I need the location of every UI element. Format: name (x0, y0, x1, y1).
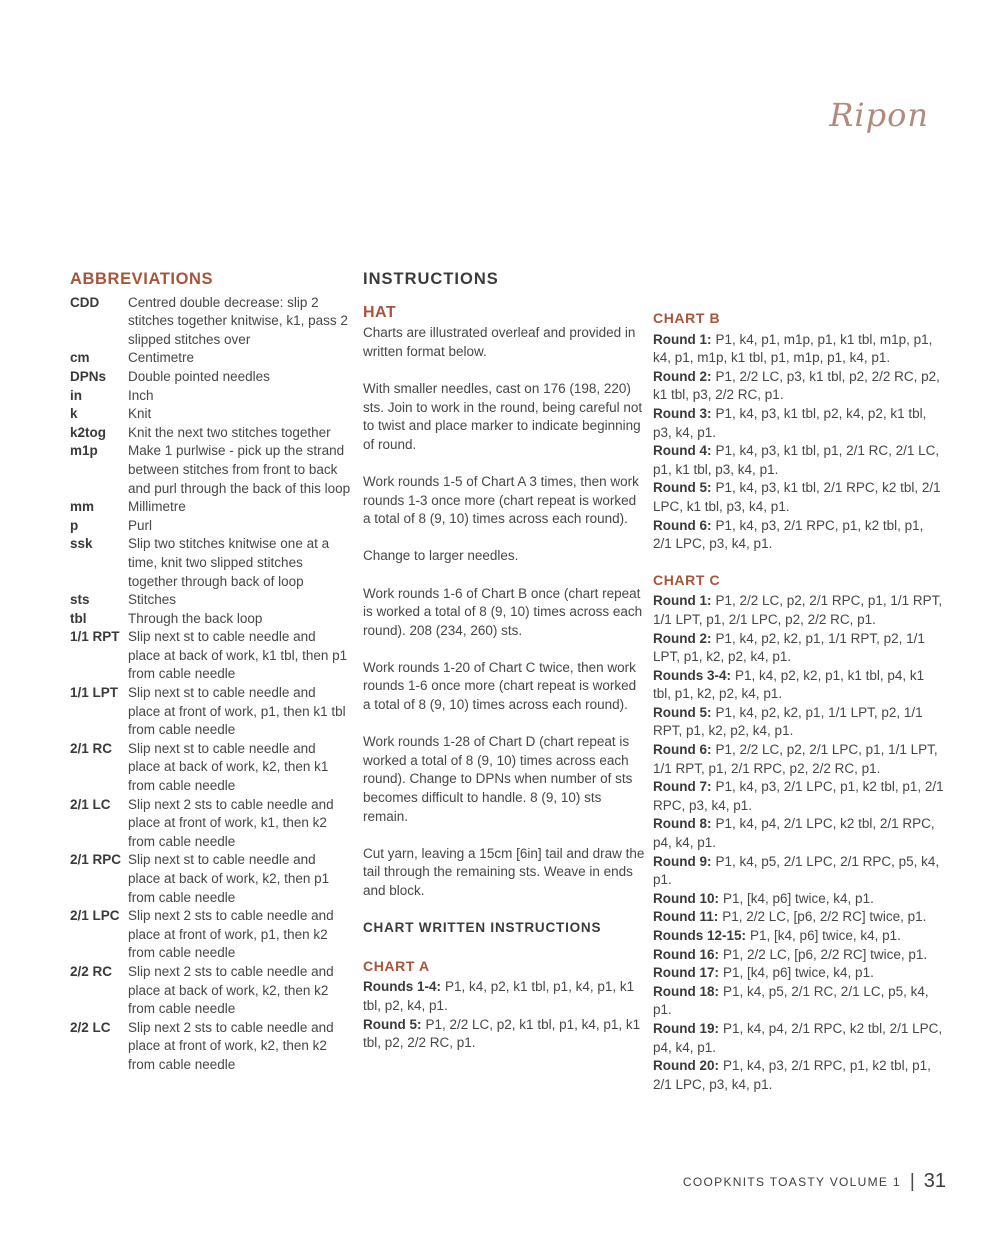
round-instruction (653, 927, 945, 946)
abbreviation-definition: Inch (128, 387, 154, 403)
abbreviation-term: cm (70, 350, 90, 366)
round-instruction (653, 741, 945, 778)
abbreviation-entry (70, 851, 351, 907)
round-label: Round 9: (653, 853, 712, 869)
round-instruction (653, 368, 945, 405)
abbreviation-term: 2/1 RPC (70, 852, 122, 868)
round-text: P1, [k4, p6] twice, k4, p1. (723, 890, 874, 906)
abbreviation-term: mm (70, 499, 95, 515)
round-instruction (653, 778, 945, 815)
round-instruction (653, 405, 945, 442)
round-text: P1, k4, p2, k2, p1, 1/1 RPT, p2, 1/1 LPT, p1, k2, p2, k4, p1. (653, 630, 925, 665)
abbreviation-entry (70, 963, 351, 1019)
chart-b-title: CHART B (653, 310, 721, 326)
abbreviations-title: ABBREVIATIONS (70, 270, 214, 288)
chart-written-instructions-title: CHART WRITTEN INSTRUCTIONS (363, 920, 602, 936)
abbreviation-definition: Slip next 2 sts to cable needle and place at front of work, p1, then k2 from cable needle (128, 908, 334, 961)
abbreviation-entry (70, 368, 351, 387)
round-label: Round 5: (363, 1016, 422, 1032)
round-text: P1, k4, p3, k1 tbl, p1, 2/1 RC, 2/1 LC, p1, k1 tbl, p3, k4, p1. (653, 443, 940, 477)
abbreviation-term: 2/2 RC (70, 963, 113, 979)
abbreviation-term: tbl (70, 610, 87, 626)
round-instruction (653, 667, 945, 704)
chart-c-block (653, 571, 945, 1095)
round-text: P1, k4, p4, 2/1 RPC, k2 tbl, 2/1 LPC, p4, k4, p1. (653, 1020, 943, 1055)
round-instruction (653, 815, 945, 852)
round-label: Round 11: (653, 909, 719, 925)
charts-section (653, 309, 945, 1094)
abbreviation-entry (70, 294, 351, 350)
round-instruction (653, 704, 945, 741)
abbreviation-entry (70, 424, 351, 443)
abbreviation-definition: Slip next st to cable needle and place at back of work, k1 tbl, then p1 from cable needle (128, 629, 348, 682)
round-instruction (653, 908, 945, 927)
round-text: P1, k4, p3, k1 tbl, p2, k4, p2, k1 tbl, p3, k4, p1. (653, 405, 927, 440)
instruction-paragraph: Charts are illustrated overleaf and provided in written format below. (363, 325, 636, 359)
abbreviation-definition: Stitches (128, 592, 177, 608)
round-text: P1, 2/2 LC, p2, 2/1 LPC, p1, 1/1 LPT, 1/1 RPT, p1, 2/1 RPC, p2, 2/2 RC, p1. (653, 742, 938, 776)
abbreviation-term: 2/2 LC (70, 1019, 111, 1035)
instructions-section (363, 270, 645, 1053)
abbreviation-entry (70, 535, 351, 591)
hat-instructions (363, 324, 645, 900)
round-text: P1, [k4, p6] twice, k4, p1. (723, 965, 874, 981)
abbreviation-definition: Slip next 2 sts to cable needle and place at front of work, k1, then k2 from cable needle (128, 796, 334, 849)
abbreviation-entry (70, 684, 351, 740)
abbreviation-term: in (70, 387, 82, 403)
round-instruction (363, 1016, 645, 1053)
abbreviation-entry (70, 628, 351, 684)
abbreviation-term: ssk (70, 536, 93, 552)
round-text: P1, k4, p2, k2, p1, 1/1 LPT, p2, 1/1 RPT, p1, k2, p2, k4, p1. (653, 704, 923, 739)
abbreviation-entry (70, 591, 351, 610)
abbreviation-term: CDD (70, 294, 100, 310)
round-text: P1, k4, p3, k1 tbl, 2/1 RPC, k2 tbl, 2/1 LPC, k1 tbl, p3, k4, p1. (653, 480, 941, 514)
round-label: Round 10: (653, 890, 719, 906)
instruction-paragraph: Work rounds 1-6 of Chart B once (chart repeat is worked a total of 8 (9, 10) times across each round). 208 (234, 260) sts. (363, 585, 643, 638)
abbreviation-term: 1/1 RPT (70, 629, 120, 645)
abbreviation-term: 2/1 RC (70, 740, 113, 756)
round-text: P1, k4, p3, 2/1 LPC, p1, k2 tbl, p1, 2/1 RPC, p3, k4, p1. (653, 779, 944, 813)
abbreviations-list (70, 294, 351, 1075)
pattern-title: Ripon (829, 96, 929, 134)
round-instruction (653, 1057, 945, 1094)
abbreviation-entry (70, 907, 351, 963)
round-label: Rounds 12-15: (653, 928, 747, 943)
abbreviation-definition: Through the back loop (128, 610, 263, 626)
abbreviation-definition: Slip two stitches knitwise one at a time, knit two slipped stitches together through back of loop (128, 536, 330, 589)
round-instruction (653, 517, 945, 554)
hat-title: HAT (363, 303, 397, 321)
abbreviation-term: sts (70, 592, 90, 608)
abbreviation-term: m1p (70, 443, 98, 459)
round-label: Round 17: (653, 965, 719, 981)
instruction-paragraph: Work rounds 1-28 of Chart D (chart repeat is worked a total of 8 (9, 10) times across each round). Change to DPNs when number of sts becomes difficult to handle. 8 (9, 10) sts remain. (363, 734, 633, 824)
abbreviation-term: DPNs (70, 368, 107, 384)
abbreviation-entry (70, 405, 351, 424)
abbreviation-definition: Slip next 2 sts to cable needle and place at back of work, k2, then k2 from cable needle (128, 963, 334, 1017)
abbreviation-entry (70, 796, 351, 852)
chart-a-title: CHART A (363, 957, 430, 974)
round-text: P1, k4, p2, k1 tbl, p1, k4, p1, k1 tbl, p2, k4, p1. (363, 979, 635, 1013)
abbreviation-definition: Centred double decrease: slip 2 stitches together knitwise, k1, pass 2 slipped stitches over (128, 294, 348, 347)
round-label: Round 19: (653, 1020, 719, 1036)
abbreviation-entry (70, 517, 351, 536)
round-text: P1, 2/2 LC, p2, 2/1 RPC, p1, 1/1 RPT, 1/1 LPT, p1, 2/1 LPC, p2, 2/2 RC, p1. (653, 593, 943, 627)
abbreviation-definition: Slip next st to cable needle and place at back of work, k2, then p1 from cable needle (128, 852, 330, 905)
round-text: P1, k4, p1, m1p, p1, k1 tbl, m1p, p1, k4, p1, m1p, k1 tbl, p1, m1p, p1, k4, p1. (653, 331, 933, 366)
round-instruction (653, 1020, 945, 1057)
abbreviation-entry (70, 1019, 351, 1075)
round-text: P1, 2/2 LC, [p6, 2/2 RC] twice, p1. (723, 946, 928, 962)
round-label: Rounds 1-4: (363, 979, 442, 995)
abbreviation-definition: Knit the next two stitches together (128, 424, 331, 440)
abbreviation-entry (70, 349, 351, 368)
round-text: P1, [k4, p6] twice, k4, p1. (750, 928, 901, 943)
round-label: Round 2: (653, 630, 712, 646)
abbreviation-definition: Slip next st to cable needle and place at front of work, p1, then k1 tbl from cable needle (128, 685, 346, 738)
chart-c-title: CHART C (653, 571, 721, 588)
abbreviation-entry (70, 610, 351, 629)
abbreviation-term: 2/1 LPC (70, 908, 120, 924)
round-label: Round 18: (653, 983, 719, 999)
abbreviation-definition: Millimetre (128, 499, 186, 515)
round-label: Round 3: (653, 405, 712, 421)
round-label: Rounds 3-4: (653, 667, 732, 683)
instruction-paragraph: Cut yarn, leaving a 15cm [6in] tail and draw the tail through the remaining sts. Weave in ends and block. (363, 845, 645, 898)
page-number: 31 (923, 1170, 946, 1192)
round-label: Round 2: (653, 368, 712, 384)
round-instruction (653, 331, 945, 368)
round-text: P1, 2/2 LC, p3, k1 tbl, p2, 2/2 RC, p2, k1 tbl, p3, 2/2 RC, p1. (653, 368, 940, 403)
round-instruction (653, 479, 945, 516)
round-instruction (653, 964, 945, 983)
round-label: Round 1: (653, 331, 712, 347)
instruction-paragraph: With smaller needles, cast on 176 (198, 220) sts. Join to work in the round, being careful not to twist and place marker to indicate beginning of round. (363, 380, 643, 452)
round-text: P1, k4, p2, k2, p1, k1 tbl, p4, k1 tbl, p1, k2, p2, k4, p1. (653, 667, 925, 702)
round-text: P1, 2/2 LC, p2, k1 tbl, p1, k4, p1, k1 tbl, p2, 2/2 RC, p1. (363, 1016, 641, 1051)
round-label: Round 5: (653, 704, 712, 720)
abbreviation-definition: Centimetre (128, 350, 195, 366)
round-text: P1, k4, p5, 2/1 LPC, 2/1 RPC, p5, k4, p1. (653, 853, 940, 888)
round-text: P1, k4, p3, 2/1 RPC, p1, k2 tbl, p1, 2/1 LPC, p3, k4, p1. (653, 517, 924, 552)
round-label: Round 8: (653, 816, 712, 832)
abbreviation-definition: Knit (128, 406, 152, 422)
instruction-paragraph: Work rounds 1-20 of Chart C twice, then work rounds 1-6 once more (chart repeat is worked a total of 8 (9, 10) times across each round). (363, 659, 637, 713)
round-instruction (653, 890, 945, 909)
round-label: Round 4: (653, 443, 712, 459)
abbreviation-term: 1/1 LPT (70, 685, 119, 701)
round-instruction (653, 983, 945, 1020)
footer-separator: | (909, 1170, 915, 1192)
abbreviation-term: p (70, 517, 79, 533)
abbreviation-entry (70, 442, 351, 498)
abbreviation-definition: Slip next 2 sts to cable needle and place at front of work, k2, then k2 from cable needle (128, 1019, 334, 1072)
round-instruction (653, 442, 945, 479)
abbreviation-definition: Double pointed needles (128, 368, 270, 384)
page-footer (683, 1170, 946, 1193)
instruction-paragraph: Work rounds 1-5 of Chart A 3 times, then work rounds 1-3 once more (chart repeat is worked a total of 8 (9, 10) times across each round). (363, 473, 639, 527)
round-label: Round 16: (653, 946, 719, 962)
abbreviation-entry (70, 387, 351, 406)
round-label: Round 7: (653, 779, 712, 795)
round-text: P1, k4, p3, 2/1 RPC, p1, k2 tbl, p1, 2/1 LPC, p3, k4, p1. (653, 1058, 931, 1092)
abbreviation-definition: Make 1 purlwise - pick up the strand between stitches from front to back and purl through the back of this loop (128, 443, 351, 496)
footer-volume-text: COOPKNITS TOASTY VOLUME 1 (682, 1174, 901, 1189)
round-text: P1, 2/2 LC, [p6, 2/2 RC] twice, p1. (722, 909, 927, 925)
round-text: P1, k4, p4, 2/1 LPC, k2 tbl, 2/1 RPC, p4, k4, p1. (653, 816, 935, 851)
abbreviation-term: k (70, 406, 78, 422)
abbreviation-definition: Purl (128, 517, 153, 533)
chart-a-block (363, 957, 645, 1053)
chart-b-block (653, 309, 945, 554)
abbreviation-term: k2tog (70, 424, 107, 440)
round-instruction (653, 630, 945, 667)
abbreviations-section (70, 270, 351, 1075)
round-instruction (363, 978, 645, 1015)
round-label: Round 1: (653, 593, 712, 609)
round-label: Round 20: (653, 1058, 719, 1074)
round-instruction (653, 853, 945, 890)
round-label: Round 6: (653, 742, 712, 758)
abbreviation-definition: Slip next st to cable needle and place at back of work, k2, then k1 from cable needle (128, 740, 329, 794)
round-label: Round 6: (653, 517, 712, 533)
abbreviation-entry (70, 498, 351, 517)
round-label: Round 5: (653, 480, 712, 496)
abbreviation-entry (70, 740, 351, 796)
instructions-title: INSTRUCTIONS (363, 270, 499, 288)
round-instruction (653, 592, 945, 629)
round-instruction (653, 946, 945, 965)
instruction-paragraph: Change to larger needles. (363, 548, 519, 564)
round-text: P1, k4, p5, 2/1 RC, 2/1 LC, p5, k4, p1. (653, 983, 929, 1018)
abbreviation-term: 2/1 LC (70, 796, 111, 812)
